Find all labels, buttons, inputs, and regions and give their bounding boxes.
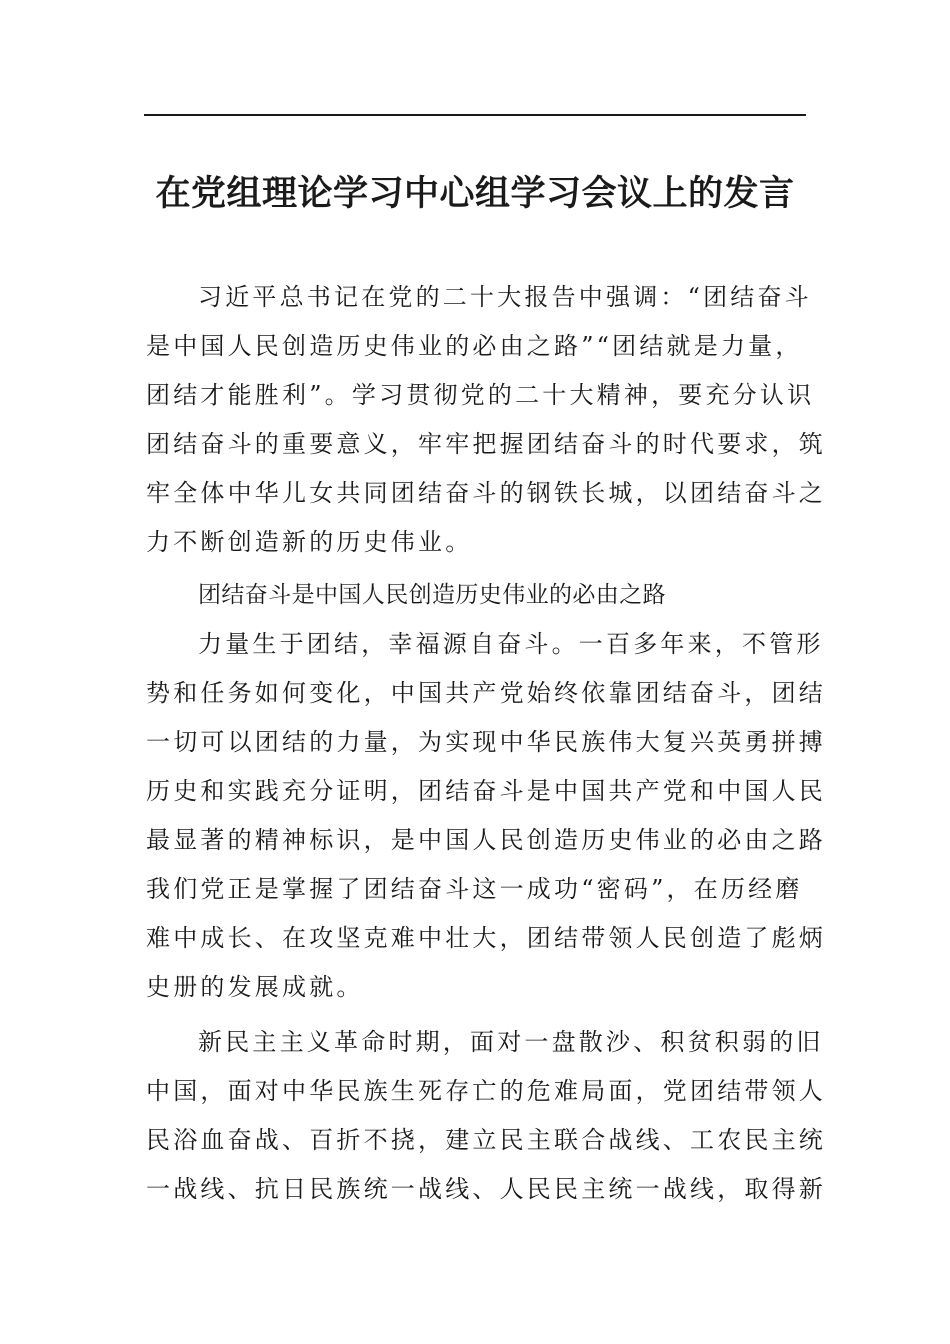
section-heading: 团结奋斗是中国人民创造历史伟业的必由之路	[198, 582, 666, 608]
paragraph-line: 习近平总书记在党的二十大报告中强调：“团结奋斗	[198, 283, 812, 311]
paragraph-line: 力不断创造新的历史伟业。	[146, 528, 473, 556]
paragraph-line: 民浴血奋战、百折不挠，建立民主联合战线、工农民主统	[146, 1126, 826, 1154]
document-title: 在党组理论学习中心组学习会议上的发言	[155, 173, 795, 214]
paragraph-line: 我们党正是掌握了团结奋斗这一成功“密码”，在历经磨	[146, 875, 803, 903]
paragraph-line: 难中成长、在攻坚克难中壮大，团结带领人民创造了彪炳	[146, 924, 826, 952]
paragraph-line: 中国，面对中华民族生死存亡的危难局面，党团结带领人	[146, 1077, 826, 1105]
paragraph-line: 新民主主义革命时期，面对一盘散沙、积贫积弱的旧	[198, 1028, 824, 1056]
paragraph-3	[146, 1018, 826, 1214]
paragraph-line: 团结奋斗的重要意义，牢牢把握团结奋斗的时代要求，筑	[146, 430, 826, 458]
paragraph-2	[146, 620, 826, 1012]
paragraph-line: 力量生于团结，幸福源自奋斗。一百多年来，不管形	[198, 630, 824, 658]
paragraph-line: 牢全体中华儿女共同团结奋斗的钢铁长城，以团结奋斗之	[146, 479, 826, 507]
paragraph-line: 最显著的精神标识，是中国人民创造历史伟业的必由之路	[146, 826, 826, 854]
paragraph-line: 史册的发展成就。	[146, 973, 364, 1001]
paragraph-line: 历史和实践充分证明，团结奋斗是中国共产党和中国人民	[146, 777, 826, 805]
paragraph-line: 一战线、抗日民族统一战线、人民民主统一战线，取得新	[146, 1175, 826, 1203]
paragraph-line: 势和任务如何变化，中国共产党始终依靠团结奋斗，团结	[146, 679, 826, 707]
paragraph-line: 是中国人民创造历史伟业的必由之路”“团结就是力量，	[146, 332, 803, 360]
paragraph-line: 团结才能胜利”。学习贯彻党的二十大精神，要充分认识	[146, 381, 815, 409]
paragraph-1	[146, 273, 826, 567]
paragraph-line: 一切可以团结的力量，为实现中华民族伟大复兴英勇拼搏	[146, 728, 826, 756]
header-rule	[144, 114, 806, 116]
